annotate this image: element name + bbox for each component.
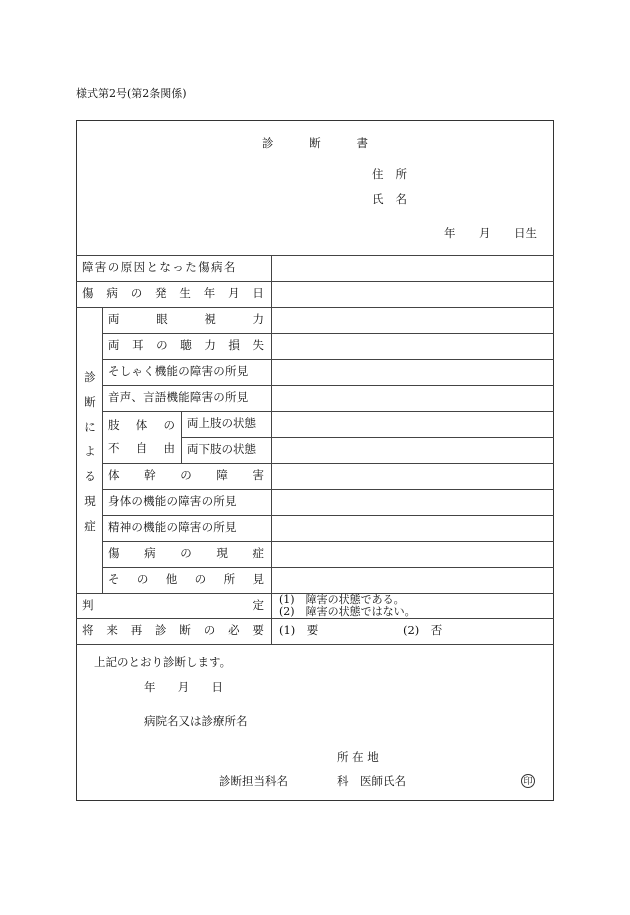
rediagnosis-label: 将 来 再 診 断 の 必 要 [82,623,264,637]
cause-disease-label: 障害の原因となった傷病名 [82,260,237,274]
speech-label: 音声、言語機能障害の所見 [108,390,249,404]
rule [102,307,103,593]
rule [76,307,554,308]
rule [102,385,554,386]
trunk-label: 体 幹 の 障 害 [108,468,264,482]
mental-function-label: 精神の機能の障害の所見 [108,520,237,534]
judgment-label: 判 定 [82,598,264,612]
upper-limb-label: 両上肢の状態 [187,416,256,430]
signature-date: 年 月 日 [144,680,223,694]
rule [102,515,554,516]
rediagnosis-no: (2) 否 [403,623,443,637]
rule [76,281,554,282]
seal-mark: 印 [521,774,535,788]
condition-label: 傷 病 の 現 症 [108,546,264,560]
judgment-option-1: (1) 障害の状態である。 [279,593,405,606]
rule [181,437,554,438]
rule [102,359,554,360]
rule [102,541,554,542]
vision-label: 両 眼 視 力 [108,312,264,326]
rule [102,411,554,412]
address-label: 住 所 [372,167,407,181]
lower-limb-label: 両下肢の状態 [187,442,256,456]
rule [102,489,554,490]
rule [102,567,554,568]
rule [102,333,554,334]
rule [102,463,554,464]
name-label: 氏 名 [372,192,407,206]
onset-date-label: 傷 病 の 発 生 年 月 日 [82,286,264,300]
form-number: 様式第2号(第2条関係) [76,87,187,100]
limb-label-line2: 不 自 由 [108,441,175,455]
department-label: 診断担当科名 [219,774,288,788]
rule [181,411,182,463]
judgment-option-2: (2) 障害の状態ではない。 [279,605,416,618]
rule [271,255,272,644]
location-label: 所 在 地 [337,750,379,764]
rule [76,255,554,256]
hospital-name-label: 病院名又は診療所名 [144,714,248,728]
rule [76,644,554,645]
statement: 上記のとおり診断します。 [94,655,232,669]
limb-label-line1: 肢 体 の [108,418,175,432]
rediagnosis-yes: (1) 要 [279,623,319,637]
certificate-table [76,120,554,801]
document-title: 診 断 書 [262,136,368,150]
doctor-name-label: 科 医師氏名 [337,774,406,788]
other-findings-label: そ の 他 の 所 見 [108,572,264,586]
body-function-label: 身体の機能の障害の所見 [108,494,237,508]
chewing-label: そしゃく機能の障害の所見 [108,364,249,378]
birth-date-label: 年 月 日生 [444,226,537,240]
rule [76,618,554,619]
diagnosis-group-label: 診 断 に よ る 現 症 [84,370,96,533]
hearing-label: 両 耳 の 聴 力 損 失 [108,338,264,352]
